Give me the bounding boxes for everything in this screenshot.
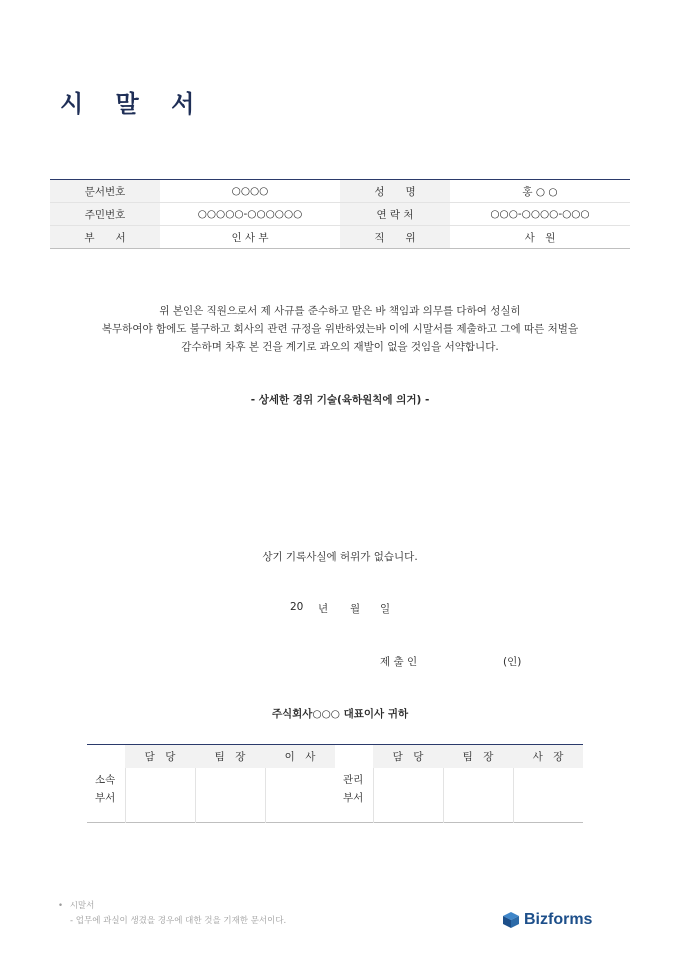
approval-head-staff: 담 당 xyxy=(125,745,195,769)
admin-dept-line: 관리 xyxy=(343,774,364,786)
approval-head-team-lead: 팀 장 xyxy=(443,745,513,769)
owner-dept-line: 부서 xyxy=(95,792,116,804)
info-table xyxy=(50,179,630,249)
id-no-value: ○○○○○-○○○○○○ xyxy=(160,203,340,226)
signature-box xyxy=(195,768,265,823)
submitter-label: 제 출 인 xyxy=(380,656,418,668)
pledge-paragraph xyxy=(60,302,620,356)
doc-no-value: ○○○○ xyxy=(231,185,269,197)
approval-head-team-lead: 팀 장 xyxy=(195,745,265,769)
logo-wordmark: Bizforms xyxy=(524,911,593,928)
admin-dept-label xyxy=(335,745,373,823)
signature-box xyxy=(513,768,583,823)
document-title: 시 말 서 xyxy=(60,90,207,118)
date-month-unit: 월 xyxy=(350,603,361,615)
admin-dept-line: 부서 xyxy=(343,792,364,804)
owner-dept-label xyxy=(87,745,125,823)
footnote-description: - 업무에 과실이 생겼을 경우에 대한 것을 기재한 문서이다. xyxy=(70,916,287,926)
cube-logo-icon xyxy=(502,911,520,929)
position-value: 사 원 xyxy=(450,226,630,249)
bullet-icon: • xyxy=(58,901,64,911)
footnote xyxy=(58,899,286,929)
approval-table xyxy=(87,744,583,823)
date-day-unit: 일 xyxy=(380,603,391,615)
approval-head-director: 이 사 xyxy=(265,745,335,769)
detail-heading: - 상세한 경위 기술(육하원칙에 의거) - xyxy=(250,394,430,406)
addressee: 주식회사○○○ 대표이사 귀하 xyxy=(271,708,409,720)
confirmation-text: 상기 기록사실에 허위가 없습니다. xyxy=(262,551,418,563)
dept-label: 부 서 xyxy=(50,226,160,249)
info-row-3 xyxy=(50,226,630,249)
position-label: 직 위 xyxy=(340,226,450,249)
dept-value: 인 사 부 xyxy=(160,226,340,249)
approval-head-staff: 담 당 xyxy=(373,745,443,769)
signature-box xyxy=(373,768,443,823)
pledge-line: 복무하여야 함에도 불구하고 회사의 관련 규정을 위반하였는바 이에 시말서를 제출하고 그에 따른 처벌을 xyxy=(101,323,579,335)
footnote-title: 시말서 xyxy=(69,901,95,911)
contact-label: 연 락 처 xyxy=(340,203,450,226)
pledge-line: 감수하며 차후 본 건을 계기로 과오의 재발이 없을 것임을 서약합니다. xyxy=(181,341,499,353)
bizforms-logo xyxy=(502,910,592,930)
info-row-1 xyxy=(50,180,630,203)
name-label: 성 명 xyxy=(340,180,450,203)
signature-box xyxy=(125,768,195,823)
info-row-2 xyxy=(50,203,630,226)
doc-no-label: 문서번호 xyxy=(50,180,160,203)
approval-head-president: 사 장 xyxy=(513,745,583,769)
owner-dept-line: 소속 xyxy=(95,774,116,786)
approval-header-row xyxy=(87,745,583,769)
signature-box xyxy=(443,768,513,823)
date-year: 20 xyxy=(290,601,304,613)
pledge-line: 위 본인은 직원으로서 제 사규를 준수하고 맡은 바 책임과 의무를 다하여 성실히 xyxy=(159,305,521,317)
id-no-label: 주민번호 xyxy=(50,203,160,226)
seal-mark: (인) xyxy=(503,656,522,668)
name-value: 홍 ○ ○ xyxy=(522,185,558,198)
contact-value: ○○○-○○○○-○○○ xyxy=(450,203,630,226)
footnote-title-row xyxy=(58,899,286,914)
date-year-unit: 년 xyxy=(318,603,329,615)
signature-box xyxy=(265,768,335,823)
